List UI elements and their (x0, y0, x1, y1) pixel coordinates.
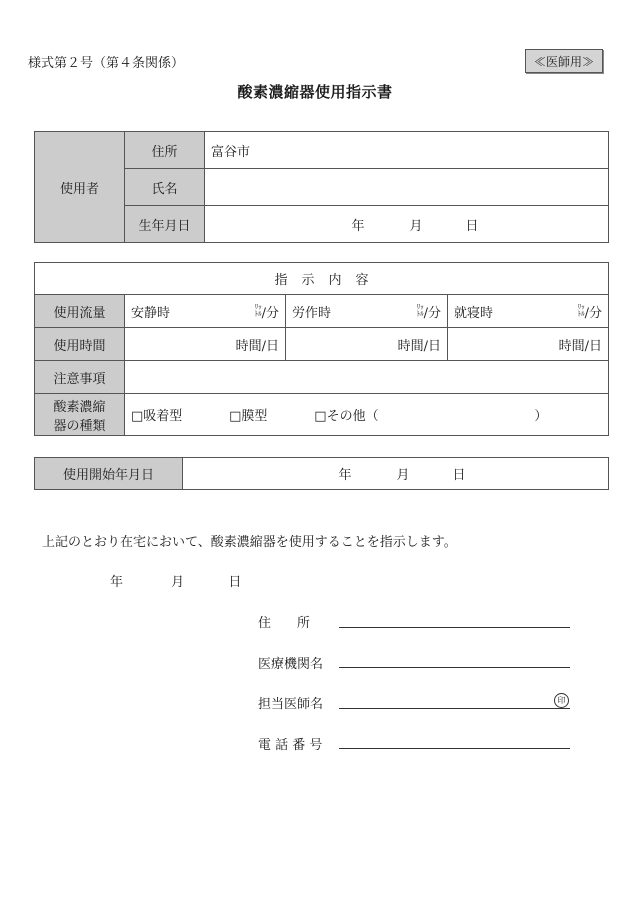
institution-name-label: 医療機関名 (258, 657, 324, 672)
form-number: 様式第２号（第４条関係） (28, 56, 185, 71)
unit-bottom: ﾄﾙ (254, 310, 262, 318)
birth-date-label: 生年月日 (125, 206, 205, 243)
unit-tail: /分 (423, 305, 441, 321)
concentrator-type-label (35, 394, 125, 436)
concentrator-type-field (125, 394, 609, 436)
statement-text: 上記のとおり在宅において、酸素濃縮器を使用することを指示します。 (42, 535, 457, 550)
patient-address-field[interactable]: 富谷市 (205, 132, 609, 169)
birth-date-field[interactable] (205, 206, 609, 243)
flow-sleep-unit (578, 302, 602, 321)
patient-name-field[interactable] (205, 169, 609, 206)
unit-tail: /分 (261, 305, 279, 321)
birth-day-label: 日 (465, 218, 479, 234)
type-label-line1: 酸素濃縮 (53, 399, 106, 415)
notes-field[interactable] (125, 361, 609, 394)
start-date-label: 使用開始年月日 (35, 458, 183, 490)
unit-top: ﾘｯ (416, 303, 424, 311)
institution-name-line[interactable] (339, 667, 570, 668)
doctor-name-line[interactable] (339, 708, 570, 709)
usage-time-field-1[interactable]: 時間/日 (125, 328, 286, 361)
patient-info-table (34, 131, 609, 243)
name-label: 氏名 (125, 169, 205, 206)
start-date-table (34, 457, 609, 490)
birth-year-label: 年 (351, 218, 365, 234)
notes-label: 注意事項 (35, 361, 125, 394)
flow-rest-label: 安静時 (131, 305, 171, 321)
patient-section-label: 使用者 (35, 132, 125, 243)
start-year-label: 年 (338, 468, 352, 483)
other-checkbox[interactable]: □その他（ (314, 409, 379, 424)
unit-bottom: ﾄﾙ (416, 310, 424, 318)
flow-rest-field[interactable] (125, 295, 286, 328)
signature-address-label: 住 所 (258, 616, 311, 631)
address-label: 住所 (125, 132, 205, 169)
doctor-use-badge: ≪医師用≫ (525, 49, 603, 73)
usage-time-field-2[interactable]: 時間/日 (286, 328, 448, 361)
instructions-header: 指示内容 (35, 263, 609, 295)
other-close-paren: ） (534, 409, 548, 424)
start-day-label: 日 (452, 468, 466, 483)
issue-year-label: 年 (110, 575, 124, 590)
issue-date (110, 571, 241, 590)
adsorption-checkbox[interactable]: □吸着型 (131, 409, 183, 424)
signature-address-line[interactable] (339, 627, 570, 628)
flow-sleep-label: 就寝時 (454, 305, 494, 321)
unit-tail: /分 (584, 305, 602, 321)
issue-day-label: 日 (228, 575, 242, 590)
type-label-line2: 器の種類 (53, 418, 106, 434)
seal-icon: 印 (554, 693, 569, 708)
issue-month-label: 月 (171, 575, 185, 590)
flow-exertion-unit (417, 302, 441, 321)
flow-rest-unit (255, 302, 279, 321)
phone-label: 電 話 番 号 (258, 738, 323, 753)
start-month-label: 月 (396, 468, 410, 483)
document-title: 酸素濃縮器使用指示書 (237, 83, 393, 101)
membrane-checkbox[interactable]: □膜型 (229, 409, 268, 424)
doctor-name-label: 担当医師名 (258, 697, 324, 712)
phone-line[interactable] (339, 748, 570, 749)
start-date-field[interactable] (183, 458, 609, 490)
flow-rate-label: 使用流量 (35, 295, 125, 328)
unit-top: ﾘｯ (577, 303, 585, 311)
flow-sleep-field[interactable] (448, 295, 609, 328)
unit-top: ﾘｯ (254, 303, 262, 311)
flow-exertion-label: 労作時 (292, 305, 332, 321)
birth-month-label: 月 (409, 218, 423, 234)
unit-bottom: ﾄﾙ (577, 310, 585, 318)
usage-time-field-3[interactable]: 時間/日 (448, 328, 609, 361)
instructions-table (34, 262, 609, 436)
flow-exertion-field[interactable] (286, 295, 448, 328)
usage-time-label: 使用時間 (35, 328, 125, 361)
